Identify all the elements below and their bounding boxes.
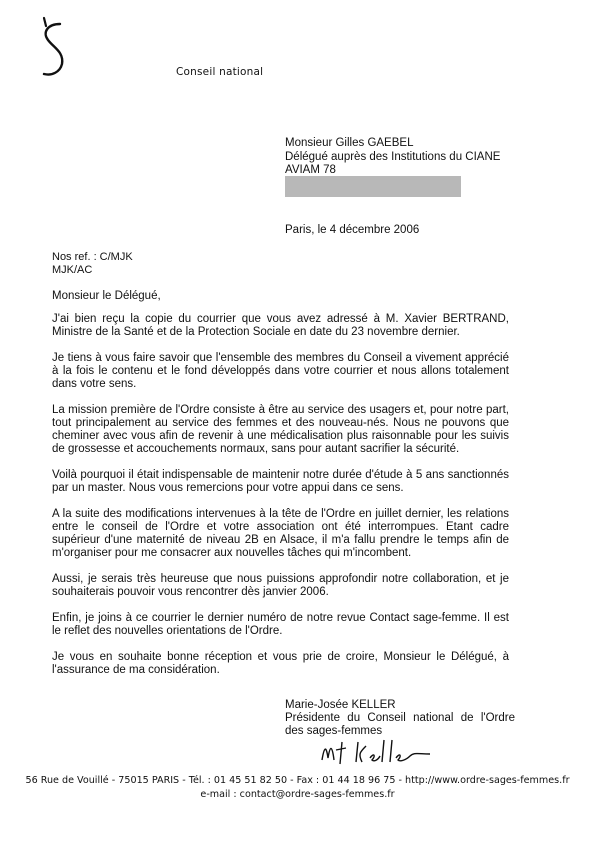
recipient-org: AVIAM 78 <box>285 164 336 176</box>
reference-line: MJK/AC <box>52 264 93 276</box>
recipient-name: Monsieur Gilles GAEBEL <box>285 137 414 149</box>
references <box>52 251 133 277</box>
signatory-block <box>285 699 515 738</box>
signatory-role: Présidente du Conseil national de l'Ordre des sages-femmes <box>285 712 515 737</box>
recipient-title: Délégué auprès des Institutions du CIANE <box>285 150 501 163</box>
signatory-name: Marie-Josée KELLER <box>285 699 396 711</box>
paragraph: A la suite des modifications intervenues à la tête de l'Ordre en juillet dernier, les relations entre le conseil de l'Ordre et votre association ont été interrompues. Etant cadre supérieur d'une maternité de niveau 2B en Alsace, il m'a fallu prendre le temps afin de m'organiser pour me consacrer aux nouvelles tâches qui m'incombent. <box>52 508 509 559</box>
reference-line: Nos ref. : C/MJK <box>52 251 133 263</box>
letter-body <box>52 313 509 690</box>
paragraph: Je tiens à vous faire savoir que l'ensemble des membres du Conseil a vivement apprécié à la fois le contenu et le fond développés dans votre courrier et nous allons totalement dans votre sens. <box>52 352 509 390</box>
paragraph: Aussi, je serais très heureuse que nous puissions approfondir notre collaboration, et je souhaiterais pouvoir vous rencontrer dès janvier 2006. <box>52 573 509 598</box>
paragraph: La mission première de l'Ordre consiste à être au service des usagers et, pour notre part, tout principalement au service des femmes et des nouveau-nés. Nous ne pouvons que cheminer avec vous afin de revenir à une médicalisation plus raisonnable pour les suivis de grossesse et accouchements normaux, sans pour autant sacrifier la sécurité. <box>52 404 509 455</box>
footer-email: e-mail : contact@ordre-sages-femmes.fr <box>200 789 395 800</box>
ordre-logo <box>34 14 74 78</box>
recipient-address <box>285 137 500 178</box>
redacted-block <box>285 176 461 197</box>
organization-name: Conseil national <box>176 66 264 78</box>
footer-address: 56 Rue de Vouillé - 75015 PARIS - Tél. : 01 45 51 82 50 - Fax : 01 44 18 96 75 - http://www.ordre-sages-femmes.fr <box>25 775 570 786</box>
salutation: Monsieur le Délégué, <box>52 290 161 302</box>
paragraph: Je vous en souhaite bonne réception et vous prie de croire, Monsieur le Délégué, à l'assurance de ma considération. <box>52 651 509 676</box>
letter-date: Paris, le 4 décembre 2006 <box>285 224 420 236</box>
paragraph: J'ai bien reçu la copie du courrier que vous avez adressé à M. Xavier BERTRAND, Ministre de la Santé et de la Protection Sociale en date du 23 novembre dernier. <box>52 313 509 338</box>
paragraph: Enfin, je joins à ce courrier le dernier numéro de notre revue Contact sage-femme. Il est le reflet des nouvelles orientations de l'Ordre. <box>52 612 509 637</box>
paragraph: Voilà pourquoi il était indispensable de maintenir notre durée d'étude à 5 ans sanctionnés par un master. Nous vous remercions pour votre appui dans ce sens. <box>52 469 509 494</box>
handwritten-signature <box>318 734 438 770</box>
